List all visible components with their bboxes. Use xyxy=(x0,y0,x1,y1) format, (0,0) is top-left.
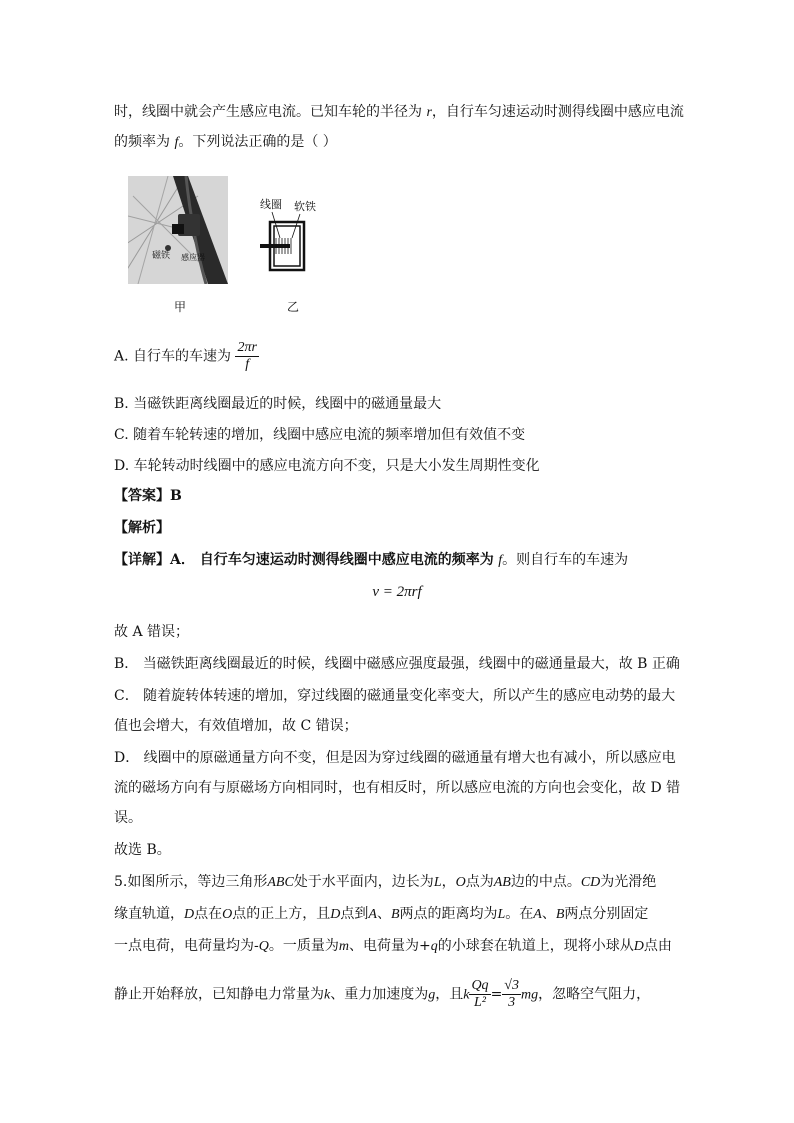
q5-line-3 xyxy=(114,936,672,957)
text: 点到 xyxy=(340,906,369,922)
var: A xyxy=(368,907,377,922)
var: AB xyxy=(493,875,511,890)
label-iron: 软铁 xyxy=(294,200,316,213)
var: D xyxy=(184,907,195,922)
text: ， xyxy=(441,874,456,890)
text: 点的正上方，且 xyxy=(232,906,331,922)
bicycle-wheel-photo xyxy=(128,176,228,284)
var-f: f xyxy=(498,553,503,568)
q4-line-2 xyxy=(114,132,337,153)
text: 一点电荷，电荷量均为- xyxy=(114,938,259,954)
var: mg xyxy=(520,987,539,1003)
label-coil: 线圈 xyxy=(260,198,282,211)
var: L xyxy=(497,907,506,922)
text: 、 xyxy=(541,906,556,922)
var: m xyxy=(338,939,349,954)
c-explain-2: 值也会增大，有效值增加，故 C 错误； xyxy=(114,718,358,734)
text: 两点的距离均为 xyxy=(399,906,498,922)
text: 的频率为 xyxy=(114,134,170,150)
label-sensor: 感应器 xyxy=(181,253,205,262)
text: 。下列说法正确的是（ ） xyxy=(178,134,337,150)
a-wrong: 故 A 错误； xyxy=(114,624,190,640)
frac-num: 2πr xyxy=(237,340,257,355)
c-explain-1: C． 随着旋转体转速的增加，穿过线圈的磁通量变化率变大，所以产生的感应电动势的最大 xyxy=(114,688,676,704)
text: 。一质量为 xyxy=(268,938,339,954)
detail-a-text: 【详解】A． 自行车匀速运动时测得线圈中感应电流的频率为 xyxy=(114,552,494,568)
option-a-text: A. 自行车的车速为 xyxy=(114,348,232,365)
answer-tag: 【答案】B xyxy=(114,488,182,504)
text: 静止开始释放，已知静电力常量为 xyxy=(114,986,324,1003)
text: 的小球套在轨道上，现将小球从 xyxy=(437,938,634,954)
equals: = xyxy=(490,986,503,1003)
frac-den: f xyxy=(245,357,250,372)
option-d: D. 车轮转动时线圈中的感应电流方向不变，只是大小发生周期性变化 xyxy=(114,458,540,474)
d-explain-1: D． 线圈中的原磁通量方向不变，但是因为穿过线圈的磁通量有增大也有减小，所以感应电 xyxy=(114,750,676,766)
text: 5.如图所示，等边三角形 xyxy=(114,874,268,890)
text: 处于水平面内，边长为 xyxy=(293,874,434,890)
var: B xyxy=(390,907,400,922)
caption-yi: 乙 xyxy=(287,300,300,314)
var: A xyxy=(533,907,542,922)
text: ，且 xyxy=(435,986,464,1003)
option-c: C. 随着车轮转速的增加，线圈中感应电流的频率增加但有效值不变 xyxy=(114,427,526,443)
var: O xyxy=(222,907,233,922)
text: 、 xyxy=(376,906,391,922)
var: B xyxy=(555,907,565,922)
var: Q xyxy=(258,939,269,954)
text: 、电荷量为+ xyxy=(348,938,431,954)
text: 时，线圈中就会产生感应电流。已知车轮的半径为 xyxy=(114,104,422,120)
var-r: r xyxy=(426,105,432,120)
coil-diagram xyxy=(258,192,328,274)
var-f: f xyxy=(174,135,179,150)
var: O xyxy=(455,875,466,890)
var: D xyxy=(633,939,644,954)
q4-line-1 xyxy=(114,102,684,123)
text: 边的中点。 xyxy=(510,874,581,890)
caption-jia: 甲 xyxy=(174,300,187,314)
detail-a xyxy=(114,550,628,571)
option-b: B. 当磁铁距离线圈最近的时候，线圈中的磁通量最大 xyxy=(114,396,442,412)
option-a xyxy=(114,340,259,373)
d-explain-2: 流的磁场方向有与原磁场方向相同时，也有相反时，所以感应电流的方向也会变化，故 D 错 xyxy=(114,780,681,796)
fraction-qq-over-l2 xyxy=(469,978,490,1011)
text: 两点分别固定 xyxy=(564,906,649,922)
q5-line-4 xyxy=(114,978,650,1011)
var: CD xyxy=(580,875,601,890)
var: D xyxy=(330,907,341,922)
fraction-2pir-over-f xyxy=(235,340,258,373)
choose-b: 故选 B。 xyxy=(114,842,171,858)
text: 。则自行车的车速为 xyxy=(502,552,629,568)
q5-line-1 xyxy=(114,872,656,893)
fraction-sqrt3-over-3 xyxy=(502,978,521,1011)
text: 。在 xyxy=(505,906,534,922)
var: k xyxy=(324,987,331,1003)
text: 点由 xyxy=(643,938,672,954)
text: 、重力加速度为 xyxy=(330,986,429,1003)
frac-den: 3 xyxy=(508,995,516,1010)
frac-num: √3 xyxy=(504,978,519,993)
var: L xyxy=(433,875,442,890)
text: 为光滑绝 xyxy=(600,874,657,890)
text: 点在 xyxy=(194,906,223,922)
label-magnet: 磁铁 xyxy=(152,251,171,261)
var: ABC xyxy=(267,875,294,890)
var: k xyxy=(463,987,470,1003)
frac-den: L² xyxy=(474,995,486,1010)
b-explain: B． 当磁铁距离线圈最近的时候，线圈中磁感应强度最强，线圈中的磁通量最大，故 B 正确 xyxy=(114,656,680,672)
q5-line-2 xyxy=(114,904,648,925)
text: 点为 xyxy=(465,874,494,890)
var: q xyxy=(430,939,438,954)
text: 缘直轨道， xyxy=(114,906,184,922)
text: ，忽略空气阻力， xyxy=(538,986,651,1003)
formula-v: v = 2πrf xyxy=(372,584,422,600)
var: g xyxy=(428,987,436,1003)
d-explain-3: 误。 xyxy=(114,810,142,826)
analysis-tag: 【解析】 xyxy=(114,520,170,536)
text: ，自行车匀速运动时测得线圈中感应电流 xyxy=(431,104,684,120)
frac-num: Qq xyxy=(471,978,489,993)
